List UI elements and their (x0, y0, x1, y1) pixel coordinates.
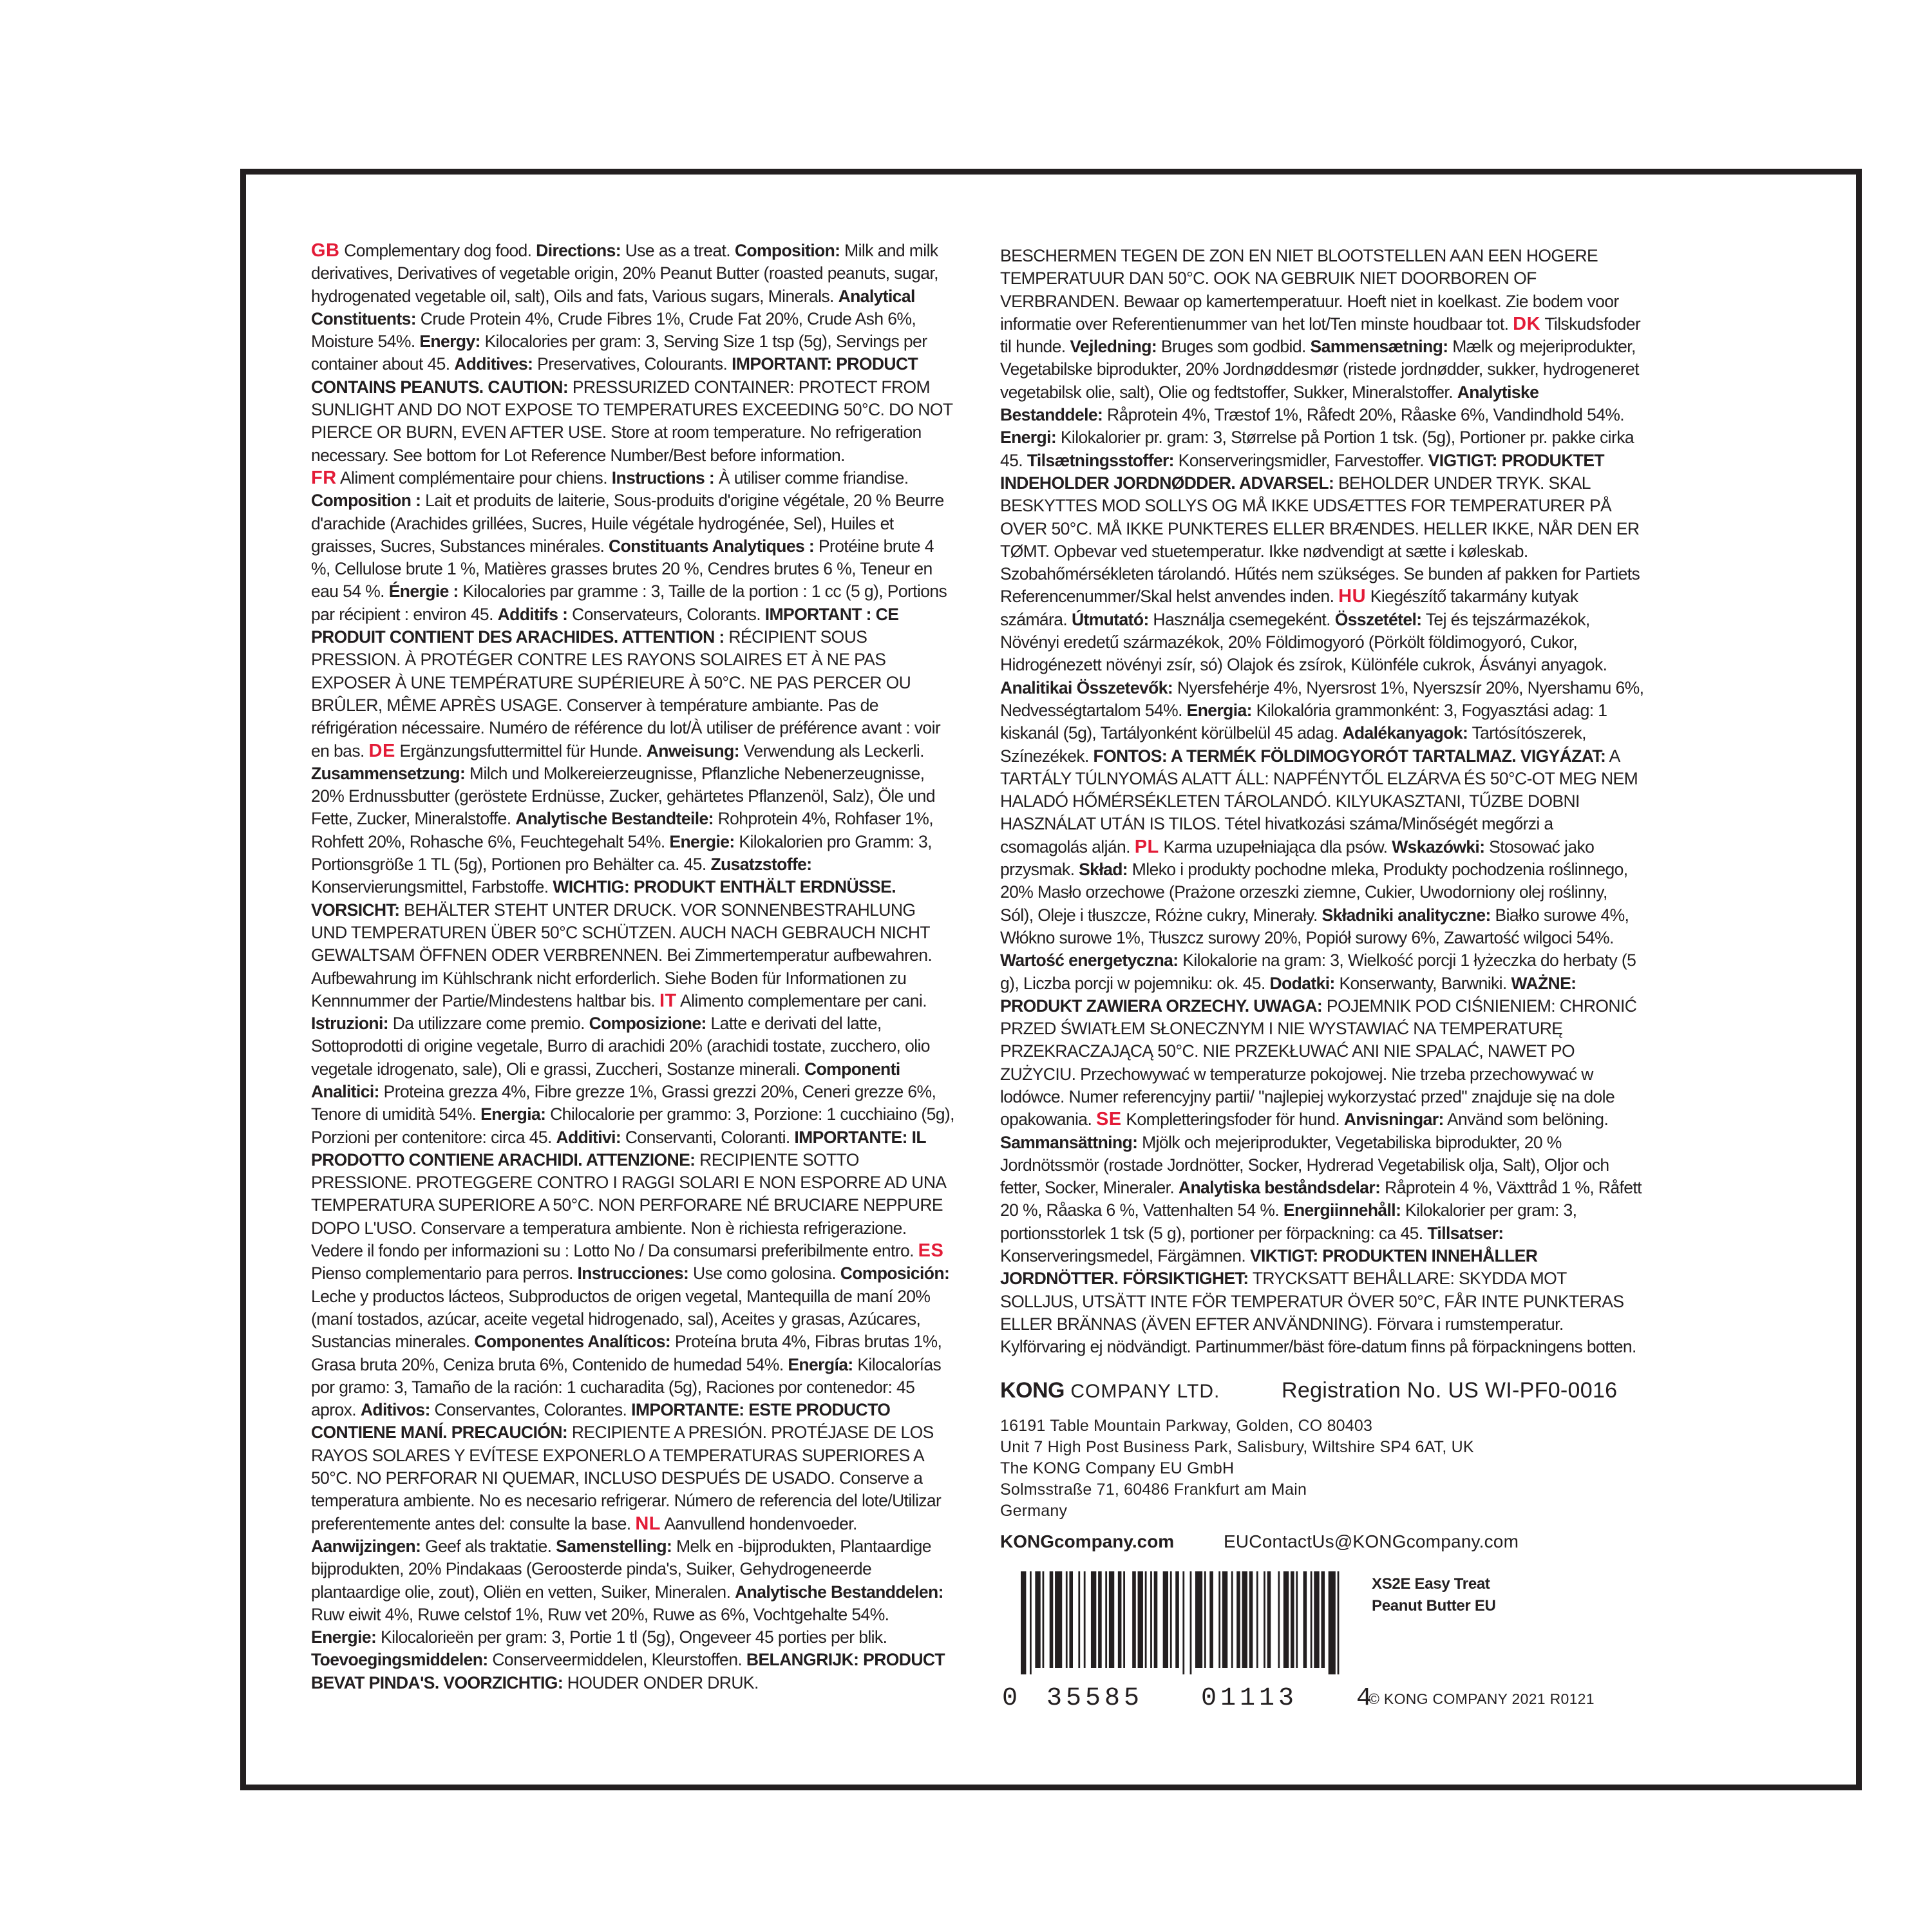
dk-instructions: Bruges som godbid. (1157, 337, 1311, 357)
lang-code-de: DE (368, 740, 395, 761)
dk-analytical: Råprotein 4%, Træstof 1%, Råfedt 20%, Råaske 6%, Vandindhold 54%. (1103, 405, 1625, 425)
gb-caution: PRESSURIZED CONTAINER: PROTECT FROM SUNLIGHT AND DO NOT EXPOSE TO TEMPERATURES EXCEEDING 50°C. DO NOT PIERCE OR BURN, EVEN AFTER USE. (311, 377, 953, 442)
fr-energy-label: Énergie : (388, 582, 459, 601)
section-nl-continued (1000, 245, 1644, 1359)
copyright-notice: © KONG COMPANY 2021 R0121 (1368, 1690, 1595, 1707)
nl-analytical-label: Analytische Bestanddelen: (735, 1582, 943, 1602)
hu-additives: Tartósítószerek, Színezékek. (1000, 723, 1586, 766)
gb-composition: Milk and milk derivatives, Derivatives of vegetable origin, 20% Peanut Butter (roasted peanuts, sugar, hydrogenated vegetable oil, salt), Oils and fats, Various sugars, Minerals. (311, 241, 938, 306)
nl-composition-label: Samenstelling: (556, 1536, 672, 1556)
fr-important: IMPORTANT : CE PRODUIT CONTIENT DES ARACHIDES. ATTENTION : (311, 604, 899, 647)
nl-additives: Conserveermiddelen, Kleurstoffen. (488, 1650, 746, 1670)
barcode-bar (1043, 1571, 1045, 1668)
dk-intro: Tilskudsfoder til hunde. (1000, 314, 1641, 357)
fr-energy: Kilocalories par gramme : 3, Taille de la portion : 1 cc (5 g), Portions par récipient : environ 45. (311, 582, 947, 624)
hu-caution: A TARTÁLY TÚLNYOMÁS ALATT ÁLL: NAPFÉNYTŐL ELZÁRVA ÉS 50°C-OT MEG NEM HALADÓ HŐMÉRSÉKLETEN TÁROLANDÓ. KILYUKASZTANI, TŰZBE DOBNI HASZNÁLAT UTÁN IS TILOS. (1000, 746, 1638, 834)
address-line-1: 16191 Table Mountain Parkway, Golden, CO 80403 (1000, 1417, 1373, 1435)
barcode-bar (1145, 1571, 1147, 1668)
se-energy-label: Energiinnehåll: (1283, 1200, 1401, 1220)
lang-code-nl: NL (635, 1513, 661, 1534)
es-intro: Pienso complementario para perros. (311, 1264, 578, 1283)
gb-analytical: Crude Protein 4%, Crude Fibres 1%, Crude Fat 20%, Crude Ash 6%, Moisture 54%. (311, 308, 916, 352)
hu-analytical: Nyersfehérje 4%, Nyersrost 1%, Nyerszsír 20%, Nyershamu 6%, Nedvességtartalom 54%. (1000, 677, 1644, 720)
dk-energy: Kilokalorier pr. gram: 3, Størrelse på Portion 1 tsk. (5g), Portioner pr. pakke cirka 45. (1000, 428, 1634, 470)
hu-storage: Tétel hivatkozási száma/Minőségét megőrzi a csomagolás alján. (1000, 814, 1553, 857)
se-composition-label: Sammansättning: (1000, 1132, 1138, 1152)
barcode-bar (1163, 1571, 1168, 1668)
de-composition-label: Zusammensetzung: (311, 763, 466, 783)
product-name: XS2E Easy Treat (1372, 1575, 1490, 1593)
fr-storage: Conserver à température ambiante. Pas de réfrigération nécessaire. Numéro de référence du lot/À utiliser de préférence avant : voir en bas. (311, 695, 941, 761)
section-fr (311, 467, 955, 1694)
hu-instructions-label: Útmutató: (1071, 609, 1149, 629)
barcode-bar (1209, 1571, 1213, 1668)
lang-code-gb: GB (311, 240, 340, 261)
barcode-bar (1118, 1571, 1122, 1668)
barcode (1021, 1571, 1343, 1674)
pl-instructions: Stosować jako przysmak. (1000, 837, 1595, 880)
company-suffix: COMPANY LTD. (1065, 1381, 1220, 1402)
gb-analytical-label: Analytical Constituents: (311, 286, 915, 328)
gb-directions-label: Directions: (536, 241, 621, 260)
se-important: VIKTIGT: PRODUKTEN INNEHÅLLER JORDNÖTTER. FÖRSIKTIGHET: (1000, 1246, 1538, 1289)
it-intro: Alimento complementare per cani. (676, 990, 927, 1010)
hu-intro: Kiegészítő takarmány kutyak számára. (1000, 587, 1578, 629)
it-additives-label: Additivi: (556, 1127, 621, 1147)
it-instructions-label: Istruzioni: (311, 1014, 388, 1034)
hu-composition-label: Összetétel: (1334, 609, 1422, 629)
se-instructions-label: Anvisningar: (1343, 1110, 1444, 1130)
dk-composition: Mælk og mejeriprodukter, Vegetabilske biprodukter, 20% Jordnøddesmør (ristede jordnødder, sukker, hydrogeneret vegetabilsk olie, salt), Olie og fedtstoffer, Sukker, Mineralstoffer. (1000, 337, 1639, 402)
de-important: WICHTIG: PRODUKT ENTHÄLT ERDNÜSSE. VORSICHT: (311, 877, 896, 920)
fr-caution: RÉCIPIENT SOUS PRESSION. À PROTÉGER CONTRE LES RAYONS SOLAIRES ET À NE PAS EXPOSER À UNE TEMPÉRATURE SUPÉRIEURE À 50°C. NE PAS PERCER OU BRÛLER, MÊME APRÈS USAGE. (311, 627, 911, 715)
lang-code-it: IT (659, 990, 677, 1011)
de-instructions: Verwendung als Leckerli. (739, 741, 924, 761)
barcode-bar (1091, 1571, 1096, 1668)
de-additives: Konservierungsmittel, Farbstoffe. (311, 877, 553, 897)
de-composition: Milch und Molkereierzeugnisse, Pflanzliche Nebenerzeugnisse, 20% Erdnussbutter (geröstete Erdnüsse, Zucker, gehärtetes Pflanzenöl, Salz), Öle und Fette, Zucker, Mineralstoffe. (311, 763, 935, 829)
nl-intro: Aanvullend hondenvoeder. (661, 1513, 857, 1533)
lang-code-hu: HU (1338, 586, 1367, 607)
it-caution: RECIPIENTE SOTTO PRESSIONE. PROTEGGERE CONTRO I RAGGI SOLARI E NON ESPORRE AD UNA TEMPERATURA SUPERIORE A 50°C. NON PERFORARE NÉ BRUCIARE NEPPURE DOPO L'USO. (311, 1150, 945, 1238)
barcode-bar (1222, 1571, 1227, 1668)
dk-additives-label: Tilsætningsstoffer: (1027, 450, 1174, 470)
it-analytical: Proteina grezza 4%, Fibre grezze 1%, Grassi grezzi 20%, Ceneri grezze 6%, Tenore di umidità 54%. (311, 1081, 936, 1124)
nl-energy-label: Energie: (311, 1627, 377, 1647)
fr-analytical-label: Constituants Analytiques : (609, 536, 815, 556)
barcode-bar (1138, 1571, 1143, 1668)
barcode-bar (1021, 1571, 1026, 1674)
it-energy-label: Energia: (480, 1104, 546, 1124)
barcode-bar (1050, 1571, 1054, 1668)
nl-instructions: Geef als traktatie. (421, 1536, 556, 1556)
gb-intro: Complementary dog food. (339, 241, 536, 260)
barcode-bar (1283, 1571, 1289, 1668)
es-caution: RECIPIENTE A PRESIÓN. PROTÉJASE DE LOS RAYOS SOLARES Y EVÍTESE EXPONERLO A TEMPERATURAS SUPERIORES A 50°C. NO PERFORAR NI QUEMAR, INCLUSO DESPUÉS DE USADO. (311, 1423, 934, 1488)
gb-important: IMPORTANT: PRODUCT CONTAINS PEANUTS. CAUTION: (311, 354, 918, 397)
barcode-group-2: 01113 (1201, 1684, 1298, 1713)
se-additives: Konserveringsmedel, Färgämnen. (1000, 1246, 1250, 1266)
nl-important: BELANGRIJK: PRODUCT BEVAT PINDA'S. VOORZICHTIG: (311, 1650, 945, 1692)
hu-instructions: Használja csemegeként. (1148, 609, 1335, 629)
barcode-bar (1084, 1571, 1086, 1668)
pl-storage: Przechowywać w temperaturze pokojowej. Nie trzeba przechowywać w lodówce. Numer referencyjny partii/ "najlepiej wykorzystać przed" znajduje się na dole opakowania. (1000, 1064, 1615, 1130)
barcode-bar (1190, 1571, 1192, 1674)
se-instructions: Använd som belöning. (1443, 1110, 1609, 1130)
hu-composition: Tej és tejszármazékok, Növényi eredetű származékok, 20% Földimogyoró (Pörkölt földimogyoró, Cukor, Hidrogénezett növényi zsír, só) Olajok és zsírok, Különféle cukrok, Ásványi anyagok. (1000, 609, 1607, 675)
gb-storage: Store at room temperature. No refrigeration necessary. See bottom for Lot Reference Number/Best before information. (311, 422, 922, 465)
barcode-bar (1249, 1571, 1253, 1668)
it-energy: Chilocalorie per grammo: 3, Porzione: 1 cucchiaino (5g), Porzioni per contenitore: circa 45. (311, 1104, 954, 1147)
barcode-bar (1098, 1571, 1102, 1668)
es-additives-label: Aditivos: (360, 1400, 430, 1420)
brand-logo-text: KONG (1000, 1378, 1065, 1403)
de-analytical: Rohprotein 4%, Rohfaser 1%, Rohfett 20%, Rohasche 6%, Feuchtegehalt 54%. (311, 809, 934, 851)
hu-additives-label: Adalékanyagok: (1342, 723, 1468, 743)
es-important: IMPORTANTE: ESTE PRODUCTO CONTIENE MANÍ. PRECAUCIÓN: (311, 1400, 891, 1443)
barcode-bar (1150, 1571, 1152, 1668)
dk-important: VIGTIGT: PRODUKTET INDEHOLDER JORDNØDDER. ADVARSEL: (1000, 450, 1604, 493)
de-additives-label: Zusatzstoffe: (710, 855, 812, 875)
se-analytical: Råprotein 4 %, Växttråd 1 %, Råfett 20 %, Råaska 6 %, Vattenhalten 54 %. (1000, 1178, 1642, 1220)
barcode-bar (1175, 1571, 1179, 1668)
email-link[interactable]: EUContactUs@KONGcompany.com (1224, 1531, 1519, 1551)
fr-additives-label: Additifs : (497, 604, 568, 624)
dk-storage: Opbevar ved stuetemperatur. Ikke nødvendigt at sætte i køleskab. Szobahőmérsékleten tárolandó. Hűtés nem szükséges. Se bunden af pakken for Partiets Referencenummer/Skal helst anvendes inden. (1000, 541, 1640, 607)
pl-analytical-label: Składniki analityczne: (1321, 905, 1491, 925)
barcode-bar (1338, 1571, 1340, 1674)
dk-composition-label: Sammensætning: (1310, 337, 1448, 357)
de-energy-label: Energie: (669, 831, 735, 851)
fr-composition: Lait et produits de laiterie, Sous-produits d'origine végétale, 20 % Beurre d'arachide (Arachides grillées, Sucres, Huile végétale hydrogénée, Sel), Huiles et graisses, Sucres, Substances minérales. (311, 491, 944, 556)
it-storage: Conservare a temperatura ambiente. Non è richiesta refrigerazione. Vedere il fondo per informazioni su : Lotto No / Da consumarsi preferibilmente entro. (311, 1218, 918, 1261)
barcode-group-1: 35585 (1046, 1684, 1144, 1713)
de-energy: Kilokalorien pro Gramm: 3, Portionsgröße 1 TL (5g), Portionen pro Behälter ca. 45. (311, 831, 932, 875)
de-caution: BEHÄLTER STEHT UNTER DRUCK. VOR SONNENBESTRAHLUNG UND TEMPERATUREN ÜBER 50°C SCHÜTZEN. AUCH NACH GEBRAUCH NICHT GEWALTSAM ÖFFNEN ODER VERBRENNEN. (311, 900, 930, 965)
it-additives: Conservanti, Coloranti. (621, 1127, 795, 1147)
barcode-bar (1242, 1571, 1247, 1668)
barcode-bar (1218, 1571, 1220, 1668)
barcode-bar (1278, 1571, 1280, 1668)
nl-caution: HOUDER ONDER DRUK. (563, 1672, 759, 1692)
pl-composition: Mleko i produkty pochodne mleka, Produkty pochodzenia roślinnego, 20% Masło orzechowe (Prażone orzeszki ziemne, Cukier, Uwodorniony olej roślinny, Sól), Oleje i tłuszcze, Różne cukry, Minerały. (1000, 860, 1628, 925)
de-intro: Ergänzungsfuttermittel für Hunde. (395, 741, 647, 761)
fr-composition-label: Composition : (311, 491, 421, 511)
es-instructions: Use como golosina. (688, 1264, 840, 1283)
barcode-bar (1195, 1571, 1202, 1668)
nl-energy: Kilocalorieën per gram: 3, Portie 1 tl (5g), Ongeveer 45 porties per blik. (376, 1627, 887, 1647)
barcode-bar (1078, 1571, 1080, 1668)
gb-energy-label: Energy: (419, 332, 480, 352)
address-line-3: The KONG Company EU GmbH (1000, 1459, 1235, 1477)
lang-code-pl: PL (1134, 836, 1159, 857)
fr-instructions-label: Instructions : (611, 468, 715, 488)
it-composition: Latte e derivati del latte, Sottoprodotti di origine vegetale, Burro di arachidi 20% (arachidi tostate, zucchero, olio vegetale idrogenato, sale), Oli e grassi, Zuccheri, Sostanze minerali. (311, 1014, 930, 1079)
es-analytical: Proteína bruta 4%, Fibras brutas 1%, Grasa bruta 20%, Ceniza bruta 6%, Contenido de humedad 54%. (311, 1332, 942, 1374)
it-analytical-label: Componenti Analitici: (311, 1059, 900, 1101)
barcode-bar (1329, 1571, 1336, 1674)
barcode-bar (1264, 1571, 1265, 1668)
pl-caution: POJEMNIK POD CIŚNIENIEM: CHRONIĆ PRZED ŚWIATŁEM SŁONECZNYM I NIE WYSTAWIAĆ NA TEMPERATURĘ PRZEKRACZAJĄCĄ 50°C. NIE PRZEKŁUWAĆ ANI NIE SPALAĆ, NAWET PO ZUŻYCIU. (1000, 996, 1637, 1084)
nl-additives-label: Toevoegingsmiddelen: (311, 1650, 488, 1670)
pl-additives: Konserwanty, Barwniki. (1334, 973, 1511, 993)
product-variant: Peanut Butter EU (1372, 1597, 1496, 1615)
de-analytical-label: Analytische Bestandteile: (515, 809, 714, 829)
gb-directions: Use as a treat. (620, 241, 735, 260)
barcode-bar (1030, 1571, 1032, 1674)
pl-important: WAŻNE: PRODUKT ZAWIERA ORZECHY. UWAGA: (1000, 973, 1577, 1016)
pl-instructions-label: Wskazówki: (1392, 837, 1485, 857)
nl-caution-continued: BESCHERMEN TEGEN DE ZON EN NIET BLOOTSTELLEN AAN EEN HOGERE TEMPERATUUR DAN 50°C. OOK NA GEBRUIK NIET DOORBOREN OF VERBRANDEN. (1000, 246, 1598, 311)
barcode-bar (1291, 1571, 1294, 1668)
website-link[interactable]: KONGcompany.com (1000, 1531, 1175, 1551)
se-energy: Kilokalorier per gram: 3, portionsstorlek 1 tsk (5 g), portioner per förpackning: ca 45. (1000, 1200, 1577, 1243)
se-analytical-label: Analytiska beståndsdelar: (1178, 1178, 1381, 1198)
barcode-bar (1311, 1571, 1312, 1668)
de-instructions-label: Anweisung: (646, 741, 739, 761)
barcode-bar (1204, 1571, 1206, 1668)
barcode-bar (1123, 1571, 1125, 1668)
fr-instructions: À utiliser comme friandise. (714, 468, 909, 488)
address-line-5: Germany (1000, 1502, 1068, 1520)
fr-analytical: Protéine brute 4 %, Cellulose brute 1 %, Matières grasses brutes 20 %, Cendres brutes 6 %, Teneur en eau 54 %. (311, 536, 934, 601)
pl-intro: Karma uzupełniająca dla psów. (1159, 837, 1392, 857)
fr-additives: Conservateurs, Colorants. (567, 604, 765, 624)
barcode-bar (1132, 1571, 1136, 1668)
it-composition-label: Composizione: (589, 1014, 706, 1034)
dk-instructions-label: Vejledning: (1070, 337, 1157, 357)
gb-composition-label: Composition: (734, 241, 840, 260)
de-storage: Bei Zimmertemperatur aufbewahren. Aufbewahrung im Kühlschrank nicht erforderlich. Siehe Boden für Informationen zu Kennnummer der Partie/Mindestens haltbar bis. (311, 945, 933, 1010)
es-additives: Conservantes, Colorantes. (430, 1400, 632, 1420)
gb-energy: Kilocalories per gram: 3, Serving Size 1 tsp (5g), Servings per container about 45. (311, 332, 927, 374)
left-text-column (311, 240, 955, 1692)
barcode-bar (1035, 1571, 1040, 1668)
dk-caution: BEHOLDER UNDER TRYK. SKAL BESKYTTES MOD SOLLYS OG MÅ IKKE UDSÆTTES FOR TEMPERATURER PÅ OVER 50°C. MÅ IKKE PUNKTERES ELLER BRÆNDES. HELLER IKKE, NÅR DEN ER TØMT. (1000, 473, 1640, 561)
pl-additives-label: Dodatki: (1269, 973, 1335, 993)
dk-analytical-label: Analytiske Bestanddele: (1000, 382, 1539, 425)
es-storage: Conserve a temperatura ambiente. No es necesario refrigerar. Número de referencia del lote/Utilizar preferentemente antes del: consulte la base. (311, 1468, 942, 1533)
it-important: IMPORTANTE: IL PRODOTTO CONTIENE ARACHIDI. ATTENZIONE: (311, 1127, 926, 1170)
hu-energy-label: Energia: (1186, 700, 1252, 720)
address-line-4: Solmsstraße 71, 60486 Frankfurt am Main (1000, 1481, 1307, 1499)
barcode-check-digit: 4 (1356, 1684, 1372, 1713)
section-gb (311, 240, 955, 467)
barcode-bar (1055, 1571, 1062, 1668)
company-name (1000, 1378, 1220, 1403)
barcode-first-digit: 0 (1002, 1684, 1018, 1713)
hu-energy: Kilokalória grammonként: 3, Fogyasztási adag: 1 kiskanál (5g), Tartályonként körülbelül 45 adag. (1000, 700, 1607, 743)
se-additives-label: Tillsatser: (1427, 1223, 1504, 1243)
fr-intro: Aliment complémentaire pour chiens. (336, 468, 612, 488)
se-caution: TRYCKSATT BEHÅLLARE: SKYDDA MOT SOLLJUS, UTSÄTT INTE FÖR TEMPERATUR ÖVER 50°C, FÅR INTE PUNKTERAS ELLER BRÄNNAS (ÄVEN EFTER ANVÄNDNING). (1000, 1269, 1624, 1334)
barcode-bar (1267, 1571, 1271, 1668)
barcode-bar (1303, 1571, 1307, 1668)
pl-analytical: Białko surowe 4%, Włókno surowe 1%, Tłuszcz surowy 20%, Popiół surowy 6%, Zawartość wilgoci 54%. (1000, 905, 1629, 947)
barcode-bar (1314, 1571, 1319, 1668)
dk-additives: Konserveringsmidler, Farvestoffer. (1173, 450, 1428, 470)
se-composition: Mjölk och mejeriprodukter, Vegetabiliska biprodukter, 20 % Jordnötssmör (rostade Jordnötter, Socker, Hydrerad Vegetabilisk olja, Salt), Oljor och fetter, Socker, Mineraler. (1000, 1132, 1609, 1198)
barcode-bar (1321, 1571, 1325, 1668)
barcode-bar (1296, 1571, 1298, 1668)
barcode-bar (1105, 1571, 1107, 1668)
barcode-bar (1170, 1571, 1172, 1668)
hu-important: FONTOS: A TERMÉK FÖLDIMOGYORÓT TARTALMAZ. VIGYÁZAT: (1093, 746, 1606, 766)
hu-analytical-label: Analitikai Összetevők: (1000, 677, 1173, 697)
gb-additives-label: Additives: (454, 354, 533, 374)
barcode-bar (1231, 1571, 1233, 1668)
pl-energy: Kilokalorie na gram: 3, Wielkość porcji 1 łyżeczka do herbaty (5 g), Liczba porcji w pojemniku: ok. 45. (1000, 951, 1636, 993)
es-analytical-label: Componentes Analíticos: (474, 1332, 671, 1352)
es-instructions-label: Instrucciones: (577, 1264, 689, 1283)
es-composition: Leche y productos lácteos, Subproductos de origen vegetal, Mantequilla de maní 20% (maní tostados, azúcar, aceite vegetal hidrogenado, sal), Aceites y grasas, Azúcares, Sustancias minerales. (311, 1286, 931, 1352)
barcode-bar (1256, 1571, 1258, 1668)
address-line-2: Unit 7 High Post Business Park, Salisbury, Wiltshire SP4 6AT, UK (1000, 1438, 1474, 1456)
barcode-bar (1069, 1571, 1073, 1668)
nl-instructions-label: Aanwijzingen: (311, 1536, 421, 1556)
pl-composition-label: Skład: (1079, 860, 1128, 880)
nl-storage: Bewaar op kamertemperatuur. Hoeft niet in koelkast. Zie bodem voor informatie over Referentienummer van het lot/Ten minste houdbaar tot. (1000, 291, 1619, 334)
barcode-bar (1109, 1571, 1114, 1668)
lang-code-dk: DK (1513, 313, 1541, 334)
nl-analytical: Ruw eiwit 4%, Ruwe celstof 1%, Ruw vet 20%, Ruwe as 6%, Vochtgehalte 54%. (311, 1604, 889, 1624)
lang-code-es: ES (918, 1240, 944, 1262)
barcode-bar (1066, 1571, 1068, 1668)
dk-energy-label: Energi: (1000, 428, 1057, 448)
gb-additives: Preservatives, Colourants. (533, 354, 732, 374)
lang-code-fr: FR (311, 467, 337, 488)
it-instructions: Da utilizzare come premio. (388, 1014, 589, 1034)
registration-number: Registration No. US WI-PF0-0016 (1282, 1378, 1618, 1403)
se-intro: Kompletteringsfoder för hund. (1121, 1110, 1344, 1130)
pl-energy-label: Wartość energetyczna: (1000, 951, 1179, 971)
barcode-bar (1236, 1571, 1240, 1668)
es-composition-label: Composición: (840, 1264, 950, 1283)
lang-code-se: SE (1095, 1109, 1122, 1130)
barcode-bar (1154, 1571, 1158, 1668)
se-storage: Förvara i rumstemperatur. Kylförvaring ej nödvändigt. Partinummer/bäst före-datum finns på förpackningens botten. (1000, 1314, 1636, 1357)
es-energy: Kilocalorías por gramo: 3, Tamaño de la ración: 1 cucharadita (5g), Raciones por contenedor: 45 aprox. (311, 1354, 942, 1420)
es-energy-label: Energía: (788, 1354, 853, 1374)
barcode-bar (1182, 1571, 1184, 1674)
right-text-column (1000, 245, 1644, 1357)
nl-composition: Melk en -bijprodukten, Plantaardige bijprodukten, 20% Pindakaas (Geroosterde pinda's, Suiker, Gehydrogeneerde plantaardige olie, zout), Oliën en vetten, Suiker, Mineralen. (311, 1536, 931, 1602)
